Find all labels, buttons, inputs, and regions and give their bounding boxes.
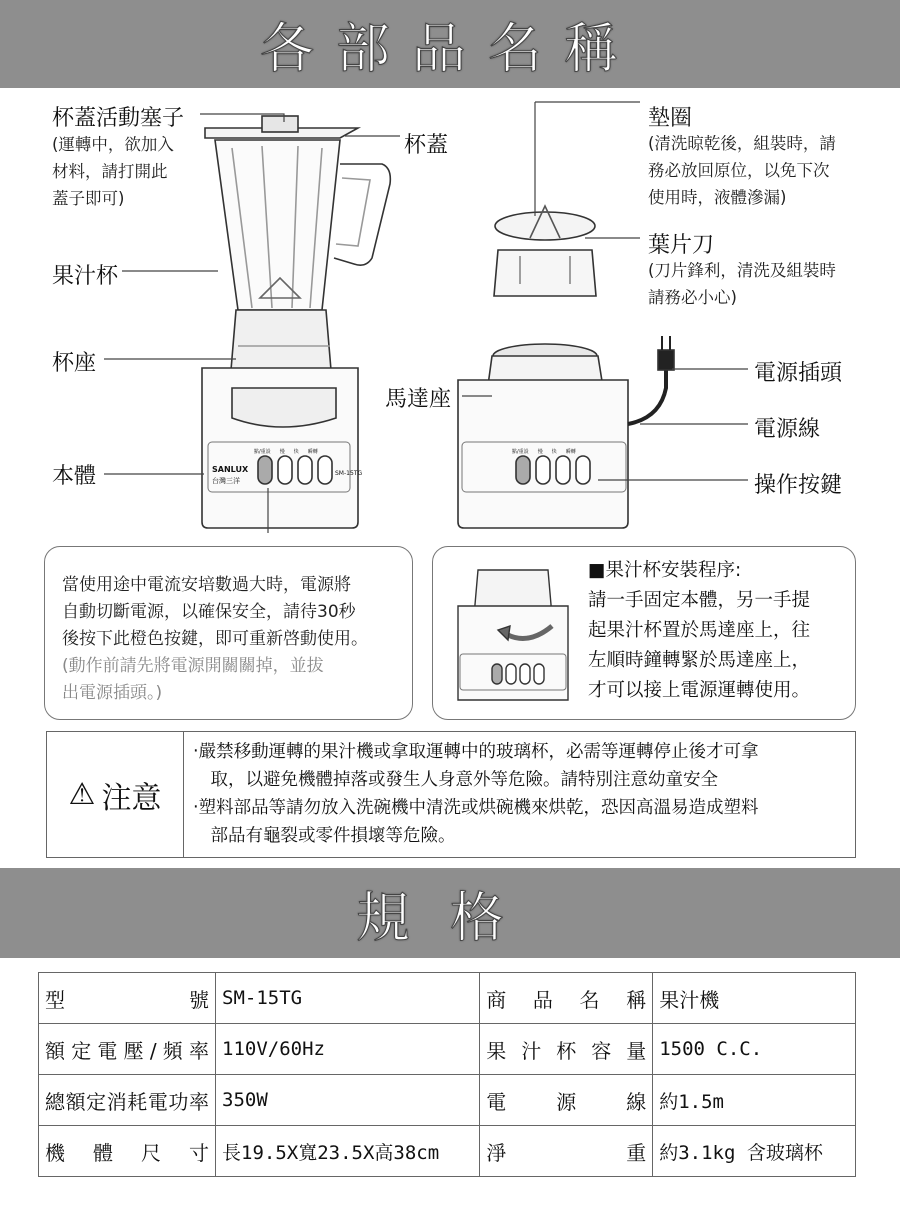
label-lid: 杯蓋: [404, 133, 449, 158]
install-illustration: [448, 556, 578, 706]
table-row: 額定電壓/頻率 110V/60Hz 果汁杯容量 1500 C.C.: [39, 1024, 856, 1075]
label-cord: 電源線: [754, 417, 821, 442]
blender-jar-drawing: [205, 116, 390, 310]
blade-assembly-drawing: [494, 206, 596, 296]
caution-items: ‧嚴禁移動運轉的果汁機或拿取運轉中的玻璃杯，必需等運轉停止後才可拿 取，以避免機體掉落或發生人身意外等危險。請特別注意幼童安全 ‧塑料部品等請勿放入洗碗機中清洗或烘碗機來烘乾，恐因高溫易造成塑料 部品有龜裂或零件損壞等危險。: [193, 742, 759, 846]
button-labels-right: 點/重設 慢 快 瞬轉: [512, 449, 576, 455]
page-title: 各部品名稱: [260, 16, 640, 80]
caution-label: 注意: [101, 780, 162, 816]
label-buttons: 操作按鍵: [754, 473, 843, 498]
warning-icon: ⚠: [68, 777, 96, 812]
overload-note-text: 當使用途中電流安培數過大時，電源將 自動切斷電源，以確保安全，請待30秒 後按下此橙色按鍵，即可重新啓動使用。 (動作前請先將電源開關關掉，並拔 出電源插頭。): [62, 575, 368, 703]
button-labels-left: 點/重設 慢 快 瞬轉: [254, 449, 318, 455]
label-plug: 電源插頭: [754, 361, 843, 386]
install-title: ■果汁杯安裝程序:: [588, 560, 742, 581]
header-banner: [0, 0, 900, 88]
brand-logo: SANLUX: [212, 465, 249, 474]
spec-banner: [0, 868, 900, 958]
label-blade: 葉片刀: [648, 233, 715, 258]
note-gasket: (清洗晾乾後，組裝時，請 務必放回原位，以免下次 使用時，液體滲漏): [648, 134, 836, 207]
label-jar-base: 杯座: [52, 351, 97, 376]
label-body: 本體: [52, 464, 97, 489]
table-row: 機體尺寸 長19.5X寬23.5X高38cm 淨重 約3.1kg 含玻璃杯: [39, 1126, 856, 1177]
caution-label-cell: [47, 732, 184, 857]
label-motor-base: 馬達座: [385, 387, 452, 412]
spec-title: 規格: [356, 885, 544, 949]
brand-sub: 台灣三洋: [212, 477, 240, 485]
note-blade: (刀片鋒利，清洗及組裝時 請務必小心): [648, 261, 836, 307]
spec-table: [38, 972, 856, 1177]
motor-base-drawing: [458, 336, 674, 528]
caution-box: [46, 731, 856, 858]
label-jar: 果汁杯: [52, 264, 119, 289]
table-row: 總額定消耗電功率 350W 電源線 約1.5m: [39, 1075, 856, 1126]
model-mark: SM-15TG: [335, 470, 363, 477]
table-row: 型號 SM-15TG 商品名稱 果汁機: [39, 973, 856, 1024]
install-text: ■果汁杯安裝程序: 請一手固定本體，另一手提 起果汁杯置於馬達座上，往 左順時鐘轉緊於馬達座上， 才可以接上電源運轉使用。: [588, 556, 810, 706]
blender-body-drawing: [202, 310, 358, 528]
note-lid-plug: (運轉中，欲加入 材料，請打開此 蓋子即可): [52, 135, 174, 208]
label-lid-plug: 杯蓋活動塞子: [52, 106, 185, 131]
label-gasket: 墊圈: [648, 106, 693, 131]
